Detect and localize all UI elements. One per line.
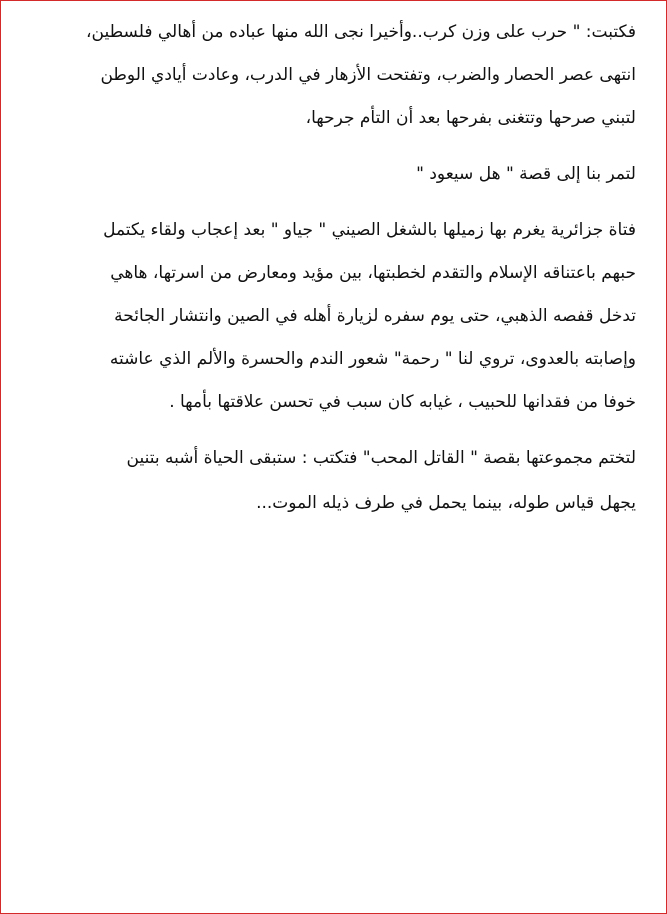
paragraph-1 <box>41 11 636 140</box>
text-line: انتهى عصر الحصار والضرب، وتفتحت الأزهار في الدرب، وعادت أيادي الوطن <box>100 65 636 85</box>
text-line: لتختم مجموعتها بقصة " القاتل المحب" فتكتب : ستبقى الحياة أشبه بتنين <box>126 448 636 468</box>
text-line: خوفا من فقدانها للحبيب ، غيابه كان سبب في تحسن علاقتها بأمها . <box>169 392 636 412</box>
text-line: لتمر بنا إلى قصة " هل سيعود " <box>416 164 636 184</box>
paragraph-3 <box>41 209 636 424</box>
paragraph-4 <box>41 436 636 526</box>
text-line: فكتبت: " حرب على وزن كرب..وأخيرا نجى الله منها عباده من أهالي فلسطين، <box>86 22 636 42</box>
text-line: وإصابته بالعدوى، تروي لنا " رحمة" شعور الندم والحسرة والألم الذي عاشته <box>109 349 636 369</box>
document-body <box>41 11 636 538</box>
paragraph-2 <box>41 152 636 197</box>
text-line: حبهم باعتناقه الإسلام والتقدم لخطبتها، بين مؤيد ومعارض من اسرتها، هاهي <box>110 263 636 283</box>
text-line: لتبني صرحها وتتغنى بفرحها بعد أن التأم جرحها، <box>305 108 636 128</box>
text-line: تدخل قفصه الذهبي، حتى يوم سفره لزيارة أهله في الصين وانتشار الجائحة <box>114 306 636 326</box>
text-line: فتاة جزائرية يغرم بها زميلها بالشغل الصيني " جياو " بعد إعجاب ولقاء يكتمل <box>103 220 636 240</box>
text-line: يجهل قياس طوله، بينما يحمل في طرف ذيله الموت... <box>256 493 636 513</box>
